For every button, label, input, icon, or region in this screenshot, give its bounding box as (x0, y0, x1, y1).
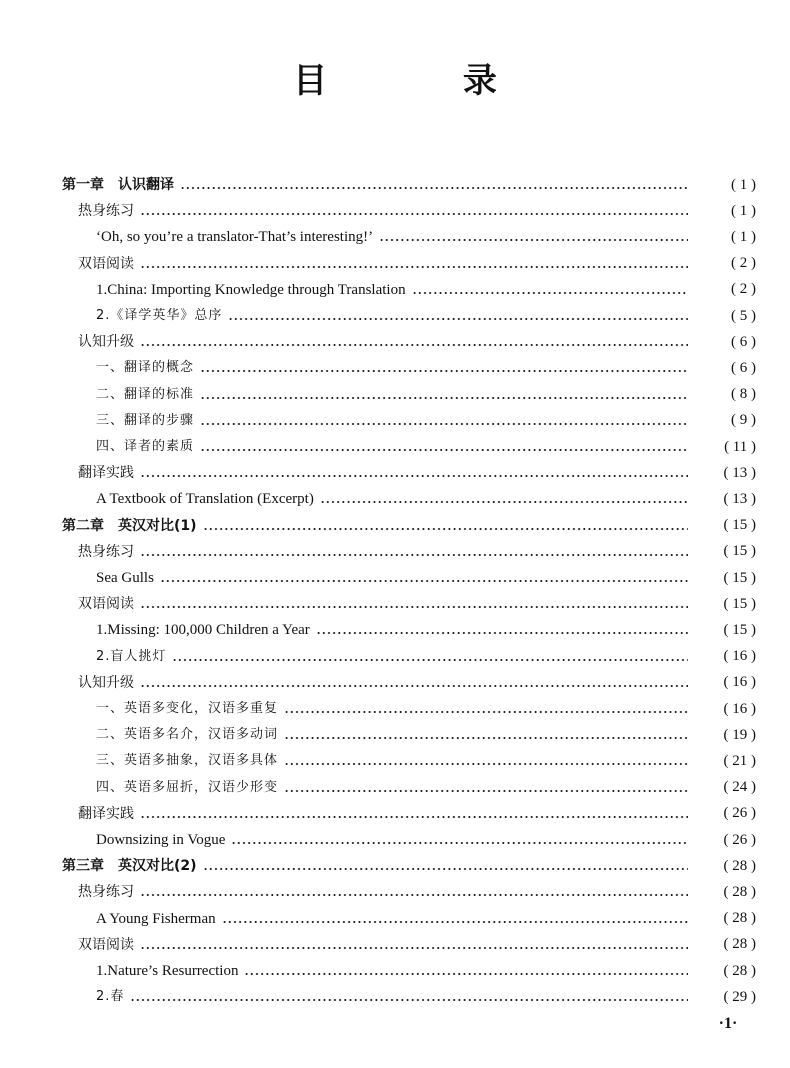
toc-entry-title: A Young Fisherman (96, 910, 216, 927)
toc-chapter-entry (0, 853, 790, 879)
dot-leader (316, 632, 688, 634)
toc-section-entry (0, 198, 790, 224)
toc-entry-page: ( 21 ) (723, 752, 756, 769)
toc-entry-title: Downsizing in Vogue (96, 832, 226, 848)
toc-entry-title: 一、翻译的概念 (96, 360, 195, 376)
toc-entry-page: ( 16 ) (723, 648, 756, 665)
toc-entry-page: ( 9 ) (731, 412, 756, 429)
dot-leader (412, 292, 688, 294)
toc-entry-page: ( 8 ) (731, 386, 756, 403)
toc-entry-title: 第二章 英汉对比(1) (62, 517, 197, 534)
toc-entry-title: 三、英语多抽象，汉语多具体 (96, 753, 279, 769)
toc-entry-title: A Textbook of Translation (Excerpt) (96, 491, 314, 508)
toc-entry-title: 第三章 英汉对比(2) (62, 858, 197, 875)
toc-subsection-entry (0, 775, 790, 801)
dot-leader (200, 423, 688, 425)
toc-entry-title: 2.盲人挑灯 (96, 648, 167, 664)
toc-entry-page: ( 24 ) (723, 779, 756, 796)
dot-leader (172, 659, 688, 661)
toc-subsection-entry (0, 617, 790, 643)
toc-entry-title: 三、翻译的步骤 (96, 412, 195, 428)
toc-subsection-entry (0, 984, 790, 1010)
toc-entry-title: 2.春 (96, 989, 125, 1005)
toc-subsection-entry (0, 565, 790, 591)
toc-entry-title: ‘Oh, so you’re a translator-That’s interesting!’ (96, 229, 374, 246)
toc-entry-page: ( 13 ) (723, 490, 756, 507)
toc-entry-page: ( 16 ) (723, 674, 756, 691)
toc-entry-title: 二、英语多名介，汉语多动词 (96, 727, 279, 743)
toc-entry-page: ( 19 ) (723, 726, 756, 743)
dot-leader (140, 947, 688, 949)
dot-leader (140, 266, 688, 268)
toc-section-entry (0, 539, 790, 565)
toc-entry-page: ( 15 ) (723, 569, 756, 586)
toc-section-entry (0, 251, 790, 277)
toc-entry-title: 热身练习 (78, 884, 134, 901)
toc-entry-title: 四、英语多屈折，汉语少形变 (96, 779, 279, 795)
toc-entry-title: 二、翻译的标准 (96, 386, 195, 402)
toc-entry-page: ( 26 ) (723, 805, 756, 822)
dot-leader (231, 842, 688, 844)
dot-leader (140, 344, 688, 346)
toc-entry-title: 双语阅读 (78, 255, 134, 272)
toc-chapter-entry (0, 513, 790, 539)
toc-section-entry (0, 591, 790, 617)
toc-entry-title: 翻译实践 (78, 465, 134, 482)
toc-subsection-entry (0, 408, 790, 434)
toc-entry-title: 认知升级 (78, 674, 134, 691)
toc-entry-title: 双语阅读 (78, 936, 134, 953)
toc-entry-title: 双语阅读 (78, 596, 134, 613)
toc-section-entry (0, 879, 790, 905)
toc-subsection-entry (0, 355, 790, 381)
dot-leader (284, 763, 688, 765)
toc-entry-page: ( 16 ) (723, 700, 756, 717)
dot-leader (203, 868, 688, 870)
toc-entry-title: 热身练习 (78, 203, 134, 220)
toc-subsection-entry (0, 748, 790, 774)
toc-entry-title: 一、英语多变化，汉语多重复 (96, 701, 279, 716)
dot-leader (284, 737, 688, 739)
toc-entry-title: 热身练习 (78, 543, 134, 560)
toc-entry-title: 翻译实践 (78, 805, 134, 822)
dot-leader (222, 921, 688, 923)
toc-subsection-entry (0, 303, 790, 329)
dot-leader (284, 711, 688, 713)
toc-section-entry (0, 329, 790, 355)
dot-leader (180, 187, 688, 189)
toc-subsection-entry (0, 224, 790, 250)
dot-leader (320, 501, 688, 503)
toc-section-entry (0, 801, 790, 827)
dot-leader (140, 213, 688, 215)
dot-leader (244, 973, 688, 975)
toc-entry-page: ( 2 ) (731, 281, 756, 298)
toc-entry-title: 1.Nature’s Resurrection (96, 963, 239, 979)
toc-entry-page: ( 13 ) (723, 464, 756, 481)
toc-subsection-entry (0, 434, 790, 460)
toc-section-entry (0, 932, 790, 958)
toc-entry-page: ( 28 ) (723, 962, 756, 979)
dot-leader (140, 475, 688, 477)
toc-entry-page: ( 1 ) (731, 202, 756, 219)
dot-leader (203, 528, 688, 530)
dot-leader (140, 685, 688, 687)
dot-leader (160, 580, 688, 582)
toc-chapter-entry (0, 172, 790, 198)
toc-entry-page: ( 11 ) (724, 438, 756, 455)
toc-entry-title: Sea Gulls (96, 570, 154, 586)
toc-entry-page: ( 1 ) (731, 176, 756, 193)
toc-entry-title: 1.China: Importing Knowledge through Translation (96, 281, 406, 298)
toc-entry-title: 第一章 认识翻译 (62, 177, 174, 193)
toc-entry-page: ( 26 ) (723, 831, 756, 848)
dot-leader (379, 239, 688, 241)
dot-leader (140, 894, 688, 896)
toc-entry-page: ( 6 ) (731, 359, 756, 376)
toc-entry-page: ( 15 ) (723, 543, 756, 560)
dot-leader (140, 606, 688, 608)
dot-leader (140, 816, 688, 818)
toc-entry-page: ( 15 ) (723, 517, 756, 534)
toc-entry-title: 四、译者的素质 (96, 439, 195, 454)
toc-entry-title: 1.Missing: 100,000 Children a Year (96, 622, 310, 639)
toc-subsection-entry (0, 827, 790, 853)
dot-leader (130, 999, 688, 1001)
toc-entry-page: ( 28 ) (723, 910, 756, 927)
dot-leader (228, 318, 688, 320)
toc-entry-page: ( 2 ) (731, 255, 756, 272)
toc-subsection-entry (0, 906, 790, 932)
toc-entry-page: ( 28 ) (723, 883, 756, 900)
toc-entry-page: ( 28 ) (723, 936, 756, 953)
toc-section-entry (0, 670, 790, 696)
toc-entry-page: ( 15 ) (723, 621, 756, 638)
dot-leader (200, 397, 688, 399)
dot-leader (140, 554, 688, 556)
toc-entry-page: ( 29 ) (723, 988, 756, 1005)
toc-subsection-entry (0, 722, 790, 748)
page-title: 目 录 (293, 61, 559, 101)
toc-subsection-entry (0, 382, 790, 408)
toc-subsection-entry (0, 958, 790, 984)
toc-entry-page: ( 28 ) (723, 857, 756, 874)
dot-leader (200, 370, 688, 372)
toc-entry-title: 2.《译学英华》总序 (96, 308, 223, 323)
toc-subsection-entry (0, 696, 790, 722)
toc-entry-page: ( 5 ) (731, 307, 756, 324)
toc-entry-title: 认知升级 (78, 334, 134, 351)
dot-leader (200, 449, 688, 451)
dot-leader (284, 790, 688, 792)
toc-entry-page: ( 6 ) (731, 333, 756, 350)
toc-subsection-entry (0, 486, 790, 512)
toc-subsection-entry (0, 277, 790, 303)
page-number: ·1· (718, 1015, 738, 1032)
toc-subsection-entry (0, 644, 790, 670)
toc-entry-page: ( 15 ) (723, 595, 756, 612)
toc-section-entry (0, 460, 790, 486)
toc-entry-page: ( 1 ) (731, 228, 756, 245)
